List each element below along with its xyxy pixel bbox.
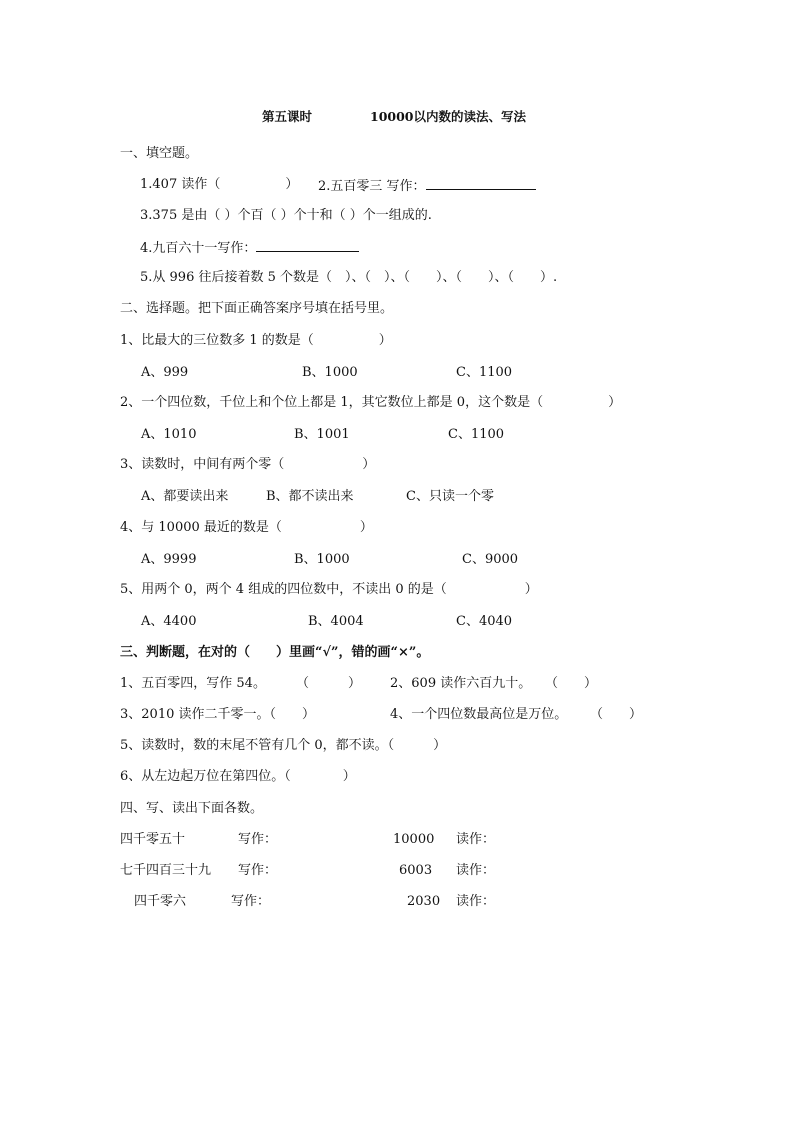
choice-q4-option-b: B、1000 xyxy=(294,552,350,567)
choice-q2: 2、一个四位数，千位上和个位上都是 1，其它数位上都是 0，这个数是（ ） xyxy=(120,395,622,410)
choice-q5-option-b: B、4004 xyxy=(308,614,364,629)
choice-q2-option-b: B、1001 xyxy=(294,427,350,442)
choice-q5: 5、用两个 0，两个 4 组成的四位数中，不读出 0 的是（ ） xyxy=(120,582,538,597)
choice-q4-option-c: C、9000 xyxy=(462,552,519,567)
fill-q2 xyxy=(318,177,536,195)
judge-q6: 6、从左边起万位在第四位。（ ） xyxy=(120,769,356,784)
numbers-row-1-write: 写作： xyxy=(238,832,278,847)
answer-blank[interactable] xyxy=(426,177,536,190)
judge-q1-paren[interactable]: （ ） xyxy=(296,676,362,691)
choice-q5-option-c: C、4040 xyxy=(456,614,513,629)
judge-q4: 4、一个四位数最高位是万位。 xyxy=(390,707,568,722)
section1-heading: 一、填空题。 xyxy=(120,146,199,161)
judge-q1: 1、五百零四，写作 54。 xyxy=(120,676,266,691)
choice-q4-option-a: A、9999 xyxy=(141,552,197,567)
fill-q1: 1.407 读作（ ） xyxy=(140,177,299,192)
numbers-row-2-write: 写作： xyxy=(238,863,278,878)
choice-q1: 1、比最大的三位数多 1 的数是（ ） xyxy=(120,333,392,348)
section3-heading: 三、判断题，在对的（ ）里画“√”，错的画“×”。 xyxy=(120,645,430,660)
choice-q3-option-a: A、都要读出来 xyxy=(141,489,229,504)
choice-q2-option-c: C、1100 xyxy=(448,427,505,442)
choice-q1-option-c: C、1100 xyxy=(456,365,513,380)
numbers-row-1-word: 四千零五十 xyxy=(120,832,186,847)
choice-q3-option-b: B、都不读出来 xyxy=(266,489,354,504)
numbers-row-2-read: 读作： xyxy=(456,863,496,878)
fill-q3: 3.375 是由（ ）个百（ ）个十和（ ）个一组成的. xyxy=(140,208,432,223)
numbers-row-2-num: 6003 xyxy=(399,863,433,878)
numbers-row-3-num: 2030 xyxy=(407,894,441,909)
fill-q5: 5.从 996 往后接着数 5 个数是（ ）、（ ）、（ ）、（ ）、（ ）. xyxy=(140,270,558,285)
fill-q4-text: 4.九百六十一写作： xyxy=(140,241,257,256)
numbers-row-2-word: 七千四百三十九 xyxy=(120,863,212,878)
choice-q1-option-b: B、1000 xyxy=(302,365,358,380)
judge-q2: 2、609 读作六百九十。 xyxy=(390,676,532,691)
numbers-row-3-write: 写作： xyxy=(231,894,271,909)
fill-q2-text: 2.五百零三 写作： xyxy=(318,179,426,194)
numbers-row-3-read: 读作： xyxy=(456,894,496,909)
choice-q2-option-a: A、1010 xyxy=(141,427,197,442)
numbers-row-3-word: 四千零六 xyxy=(134,894,187,909)
choice-q3: 3、读数时，中间有两个零（ ） xyxy=(120,457,376,472)
section2-heading: 二、选择题。把下面正确答案序号填在括号里。 xyxy=(120,301,394,316)
choice-q4: 4、与 10000 最近的数是（ ） xyxy=(120,520,373,535)
choice-q3-option-c: C、只读一个零 xyxy=(406,489,494,504)
judge-q5: 5、读数时，数的末尾不管有几个 0，都不读。（ ） xyxy=(120,738,447,753)
section4-heading: 四、写、读出下面各数。 xyxy=(120,801,264,816)
numbers-row-1-read: 读作： xyxy=(456,832,496,847)
fill-q4 xyxy=(140,239,359,257)
judge-q3: 3、2010 读作二千零一。（ ） xyxy=(120,707,315,722)
judge-q2-paren[interactable]: （ ） xyxy=(545,676,598,691)
answer-blank[interactable] xyxy=(256,239,359,252)
judge-q4-paren[interactable]: （ ） xyxy=(590,707,643,722)
lesson-title: 第五课时 xyxy=(262,109,313,124)
numbers-row-1-num: 10000 xyxy=(393,832,435,847)
choice-q1-option-a: A、999 xyxy=(141,365,189,380)
topic-title: 10000以内数的读法、写法 xyxy=(370,109,526,124)
choice-q5-option-a: A、4400 xyxy=(141,614,197,629)
